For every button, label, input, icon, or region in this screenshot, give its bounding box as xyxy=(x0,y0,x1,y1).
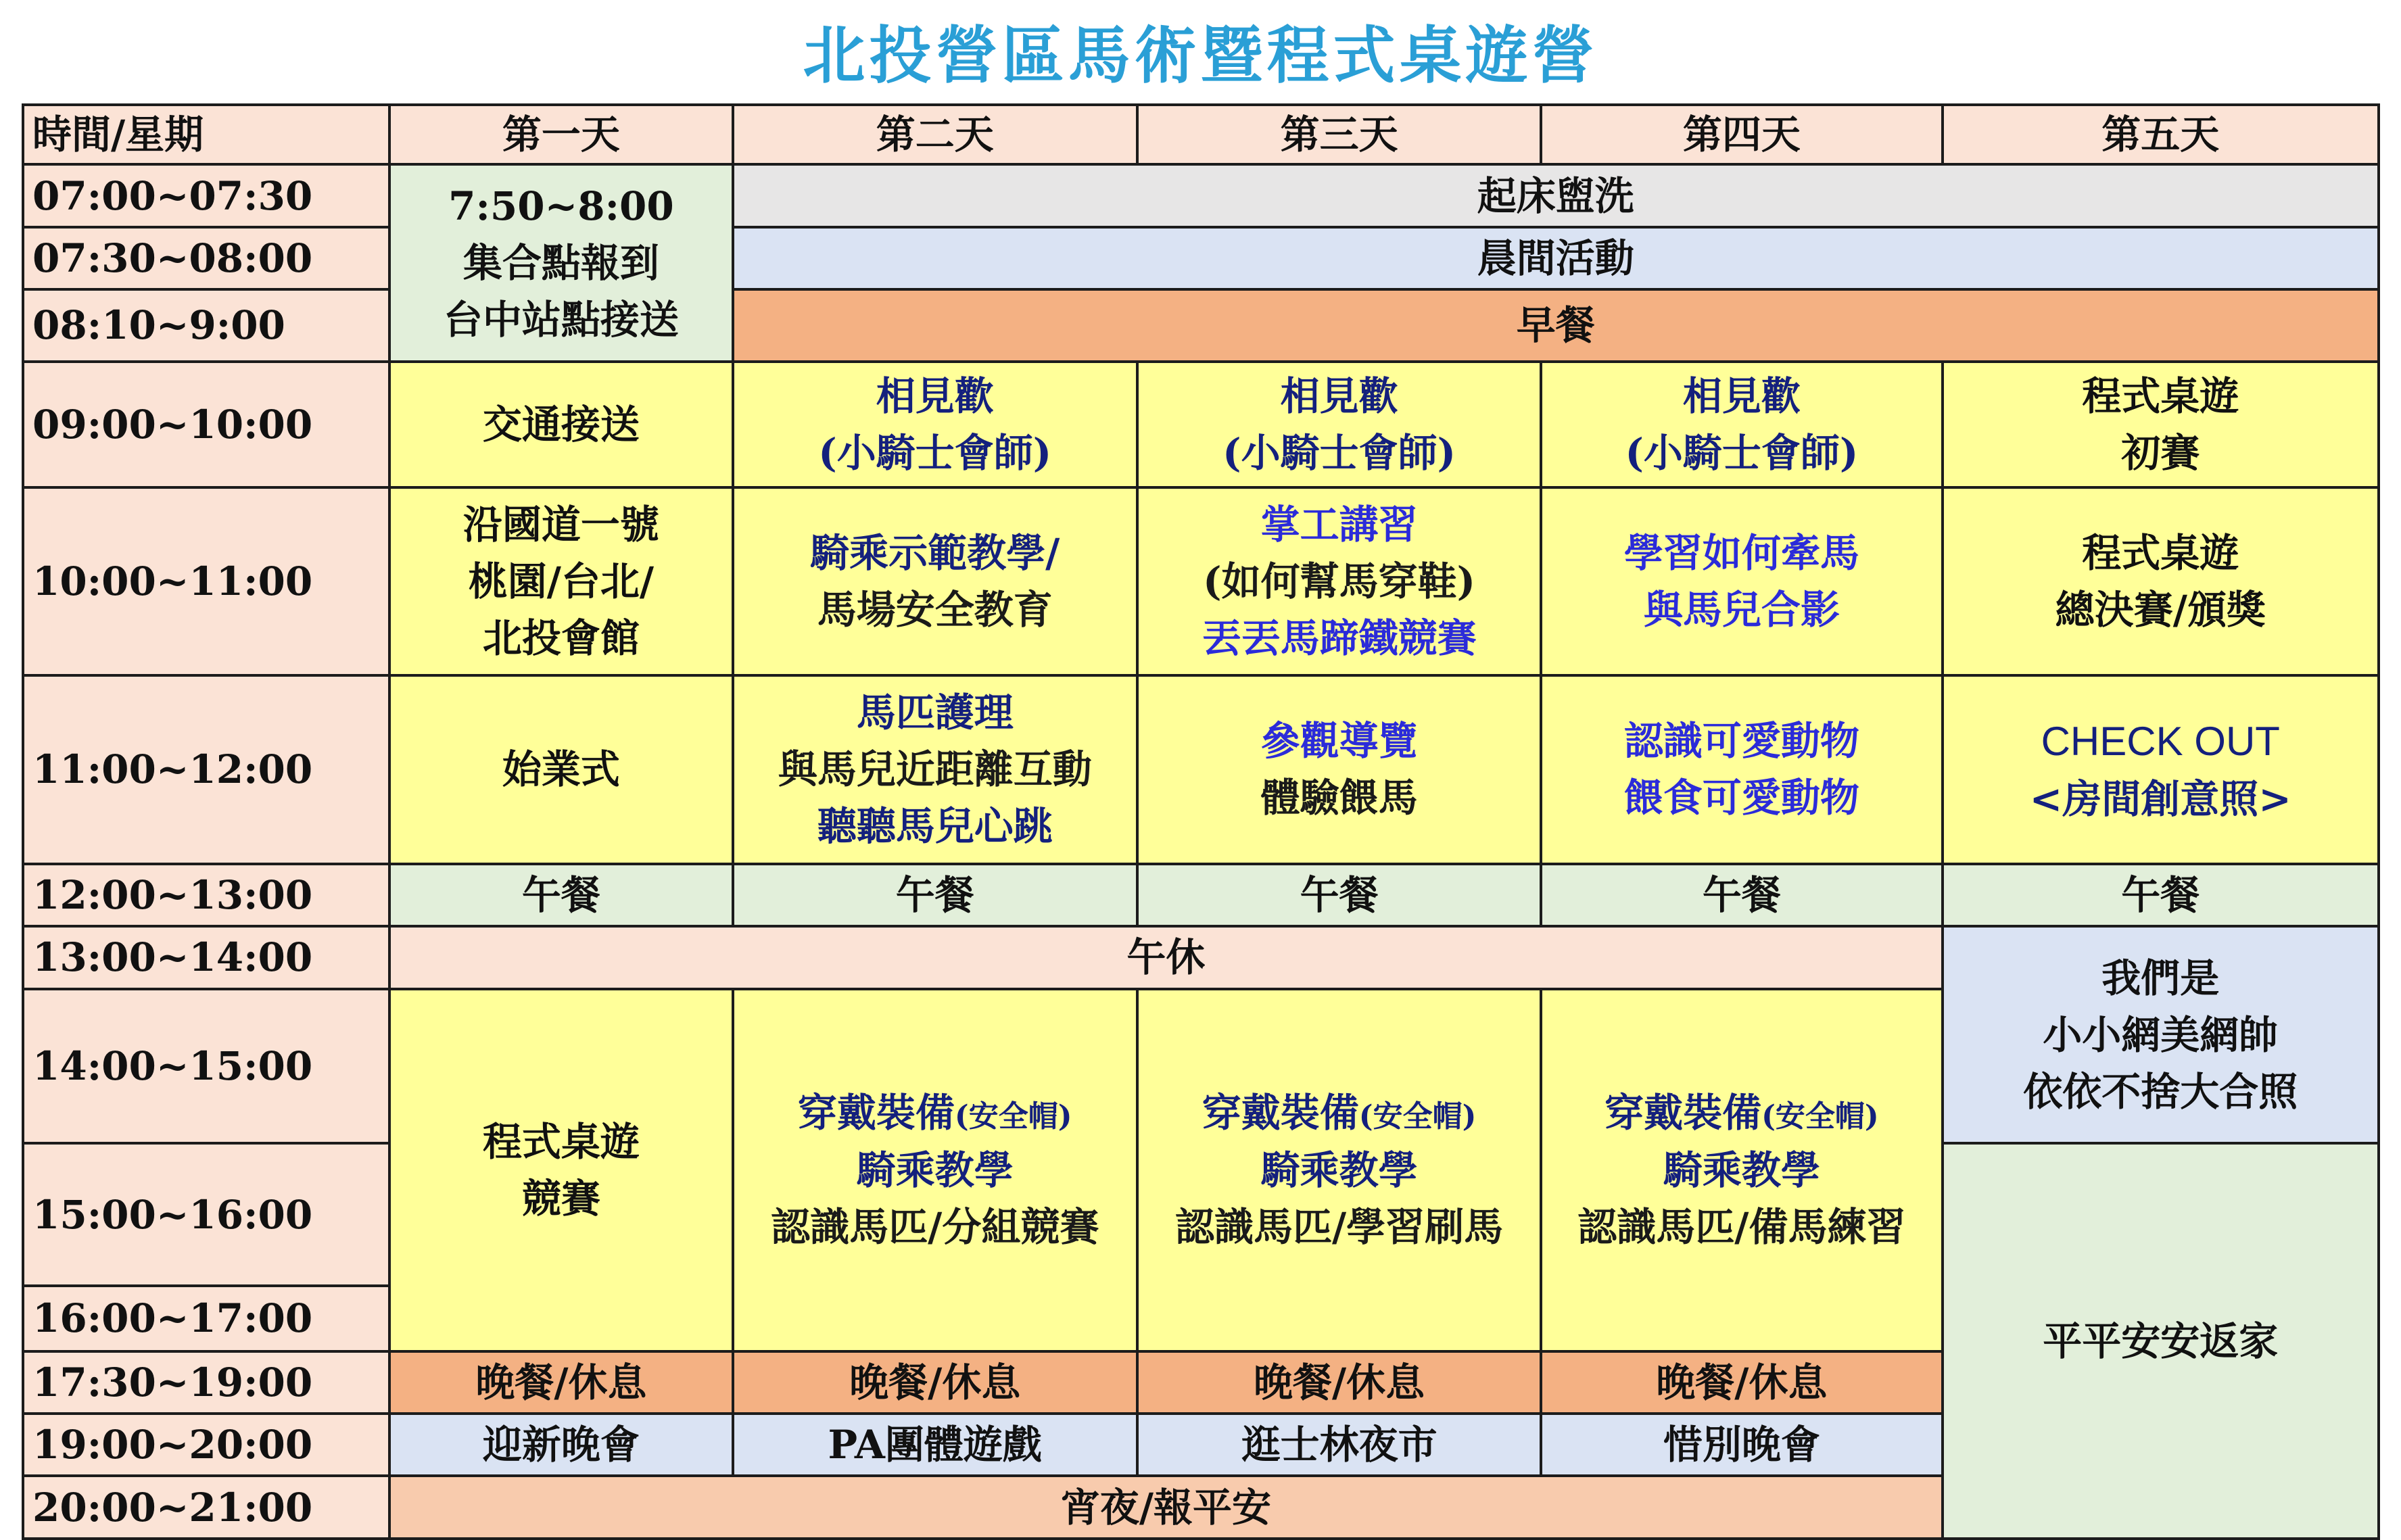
day2-slot11-cell xyxy=(733,675,1137,864)
time-label: 12:00~13:00 xyxy=(23,864,389,926)
night-snack-cell: 宵夜/報平安 xyxy=(389,1476,1942,1539)
row-0900 xyxy=(23,362,2379,488)
wake-up-cell: 起床盥洗 xyxy=(733,164,2379,226)
day2-slot11-line: 與馬兒近距離互動 xyxy=(778,746,1092,793)
day3-slot10-line: (如何幫馬穿鞋) xyxy=(1203,558,1476,604)
time-label: 14:00~15:00 xyxy=(23,989,389,1144)
day5-room-photo-line: <房間創意照> xyxy=(2029,775,2291,822)
day3-meet-cell xyxy=(1137,362,1541,488)
schedule-table xyxy=(22,103,2380,1540)
day2-slot11-line: 馬匹護理 xyxy=(856,690,1014,736)
day2-evening-cell: PA團體遊戲 xyxy=(733,1414,1137,1476)
day4-slot10-line: 與馬兒合影 xyxy=(1643,587,1840,633)
day5-photo-line: 我們是 xyxy=(2101,955,2220,1001)
day1-route-line: 沿國道一號 xyxy=(462,501,659,548)
day4-gear-line xyxy=(1546,1084,1936,1141)
day2-slot10-cell xyxy=(733,487,1137,675)
day4-gear-text: 穿戴裝備 xyxy=(1604,1090,1762,1136)
day3-slot10-cell xyxy=(1137,487,1541,675)
time-label: 07:00~07:30 xyxy=(23,164,389,226)
day1-transport-cell: 交通接送 xyxy=(389,362,732,488)
day5-prelim-title: 程式桌遊 xyxy=(2082,372,2239,419)
day1-evening-cell: 迎新晚會 xyxy=(389,1414,732,1476)
header-day-1: 第一天 xyxy=(389,105,732,164)
day1-lunch-cell: 午餐 xyxy=(389,864,732,926)
day1-arrival-pickup: 台中站點接送 xyxy=(443,297,679,343)
header-day-2: 第二天 xyxy=(733,105,1137,164)
day1-route-line: 桃園/台北/ xyxy=(468,558,655,604)
time-label: 15:00~16:00 xyxy=(23,1143,389,1286)
day1-afternoon-line: 競賽 xyxy=(521,1175,600,1222)
time-label: 08:10~9:00 xyxy=(23,289,389,361)
day5-lunch-cell: 午餐 xyxy=(1943,864,2379,926)
day4-slot10-cell xyxy=(1541,487,1942,675)
day4-meet-title: 相見歡 xyxy=(1682,372,1801,419)
time-label: 13:00~14:00 xyxy=(23,926,389,988)
day3-slot10-line: 掌工講習 xyxy=(1260,501,1418,548)
header-day-5: 第五天 xyxy=(1943,105,2379,164)
time-label: 20:00~21:00 xyxy=(23,1476,389,1539)
time-label: 09:00~10:00 xyxy=(23,362,389,488)
day2-meet-sub: (小騎士會師) xyxy=(818,430,1052,477)
row-0730 xyxy=(23,227,2379,289)
day3-gear-line xyxy=(1143,1084,1536,1141)
time-label: 17:30~19:00 xyxy=(23,1351,389,1414)
day3-horse-line: 認識馬匹/學習刷馬 xyxy=(1174,1203,1504,1250)
day3-riding-line: 騎乘教學 xyxy=(1260,1147,1418,1193)
day3-afternoon-cell xyxy=(1137,989,1541,1351)
breakfast-cell: 早餐 xyxy=(733,289,2379,361)
row-0700 xyxy=(23,164,2379,226)
row-1300 xyxy=(23,926,2379,988)
day2-afternoon-cell xyxy=(733,989,1137,1351)
day3-slot11-line: 體驗餵馬 xyxy=(1260,775,1418,821)
day2-slot10-line: 騎乘示範教學/ xyxy=(810,529,1060,576)
time-label: 10:00~11:00 xyxy=(23,487,389,675)
day1-route-cell xyxy=(389,487,732,675)
day1-arrival-checkin: 集合點報到 xyxy=(462,240,659,286)
header-day-3: 第三天 xyxy=(1137,105,1541,164)
day5-prelim-cell xyxy=(1943,362,2379,488)
row-1000 xyxy=(23,487,2379,675)
page-title: 北投營區馬術暨程式桌遊營 xyxy=(803,20,1598,92)
day5-final-line: 程式桌遊 xyxy=(2082,529,2239,576)
day3-slot11-line: 參觀導覽 xyxy=(1260,718,1418,765)
day5-final-cell xyxy=(1943,487,2379,675)
day1-route-line: 北投會館 xyxy=(482,615,640,662)
day3-gear-text: 穿戴裝備 xyxy=(1202,1090,1359,1136)
nap-cell: 午休 xyxy=(389,926,1942,988)
day3-meet-sub: (小騎士會師) xyxy=(1222,430,1456,477)
day1-afternoon-line: 程式桌遊 xyxy=(482,1118,640,1165)
time-label: 07:30~08:00 xyxy=(23,227,389,289)
day2-slot10-line: 馬場安全教育 xyxy=(817,587,1053,633)
day4-slot10-line: 學習如何牽馬 xyxy=(1623,529,1859,576)
day2-slot11-line: 聽聽馬兒心跳 xyxy=(817,803,1053,850)
day5-checkout-cell xyxy=(1943,675,2379,864)
day2-meet-title: 相見歡 xyxy=(876,372,994,419)
day2-gear-text: 穿戴裝備 xyxy=(797,1090,955,1136)
day3-lunch-cell: 午餐 xyxy=(1137,864,1541,926)
day5-photo-line: 依依不捨大合照 xyxy=(2023,1068,2298,1115)
day2-dinner-cell: 晚餐/休息 xyxy=(733,1351,1137,1414)
time-label: 11:00~12:00 xyxy=(23,675,389,864)
header-day-4: 第四天 xyxy=(1541,105,1942,164)
day4-lunch-cell: 午餐 xyxy=(1541,864,1942,926)
day1-arrival-time: 7:50~8:00 xyxy=(448,183,674,229)
day5-checkout-line: CHECK OUT xyxy=(2041,718,2280,764)
day3-evening-cell: 逛士林夜市 xyxy=(1137,1414,1541,1476)
day4-meet-sub: (小騎士會師) xyxy=(1625,430,1859,477)
day1-afternoon-cell xyxy=(389,989,732,1351)
day1-opening-cell: 始業式 xyxy=(389,675,732,864)
day4-slot11-line: 認識可愛動物 xyxy=(1623,718,1859,765)
day4-slot11-cell xyxy=(1541,675,1942,864)
day4-horse-line: 認識馬匹/備馬練習 xyxy=(1577,1203,1906,1250)
day2-horse-line: 認識馬匹/分組競賽 xyxy=(771,1203,1099,1250)
day2-gear-helmet: (安全帽) xyxy=(954,1099,1072,1134)
day3-dinner-cell: 晚餐/休息 xyxy=(1137,1351,1541,1414)
header-row xyxy=(23,105,2379,164)
day1-dinner-cell: 晚餐/休息 xyxy=(389,1351,732,1414)
row-1200 xyxy=(23,864,2379,926)
day5-group-photo-cell xyxy=(1943,926,2379,1143)
header-time-label: 時間/星期 xyxy=(23,105,389,164)
time-label: 19:00~20:00 xyxy=(23,1414,389,1476)
day1-arrival-cell xyxy=(389,164,732,361)
morning-activity-cell: 晨間活動 xyxy=(733,227,2379,289)
day4-evening-cell: 惜別晚會 xyxy=(1541,1414,1942,1476)
day2-lunch-cell: 午餐 xyxy=(733,864,1137,926)
day2-gear-line xyxy=(738,1084,1132,1141)
day4-gear-helmet: (安全帽) xyxy=(1761,1099,1879,1134)
day4-meet-cell xyxy=(1541,362,1942,488)
day3-gear-helmet: (安全帽) xyxy=(1358,1099,1477,1134)
day3-slot11-cell xyxy=(1137,675,1541,864)
day4-dinner-cell: 晚餐/休息 xyxy=(1541,1351,1942,1414)
row-0810 xyxy=(23,289,2379,361)
day5-prelim-sub: 初賽 xyxy=(2121,430,2200,477)
row-1100 xyxy=(23,675,2379,864)
day3-slot10-line: 丟丟馬蹄鐵競賽 xyxy=(1202,615,1477,662)
day4-afternoon-cell xyxy=(1541,989,1942,1351)
day5-final-line: 總決賽/頒獎 xyxy=(2055,587,2266,633)
day2-riding-line: 騎乘教學 xyxy=(856,1147,1014,1193)
day5-return-home-cell: 平平安安返家 xyxy=(1943,1143,2379,1539)
day4-riding-line: 騎乘教學 xyxy=(1663,1147,1820,1193)
day2-meet-cell xyxy=(733,362,1137,488)
time-label: 16:00~17:00 xyxy=(23,1286,389,1351)
day4-slot11-line: 餵食可愛動物 xyxy=(1623,775,1859,821)
day3-meet-title: 相見歡 xyxy=(1280,372,1398,419)
day5-photo-line: 小小網美網帥 xyxy=(2043,1011,2279,1058)
